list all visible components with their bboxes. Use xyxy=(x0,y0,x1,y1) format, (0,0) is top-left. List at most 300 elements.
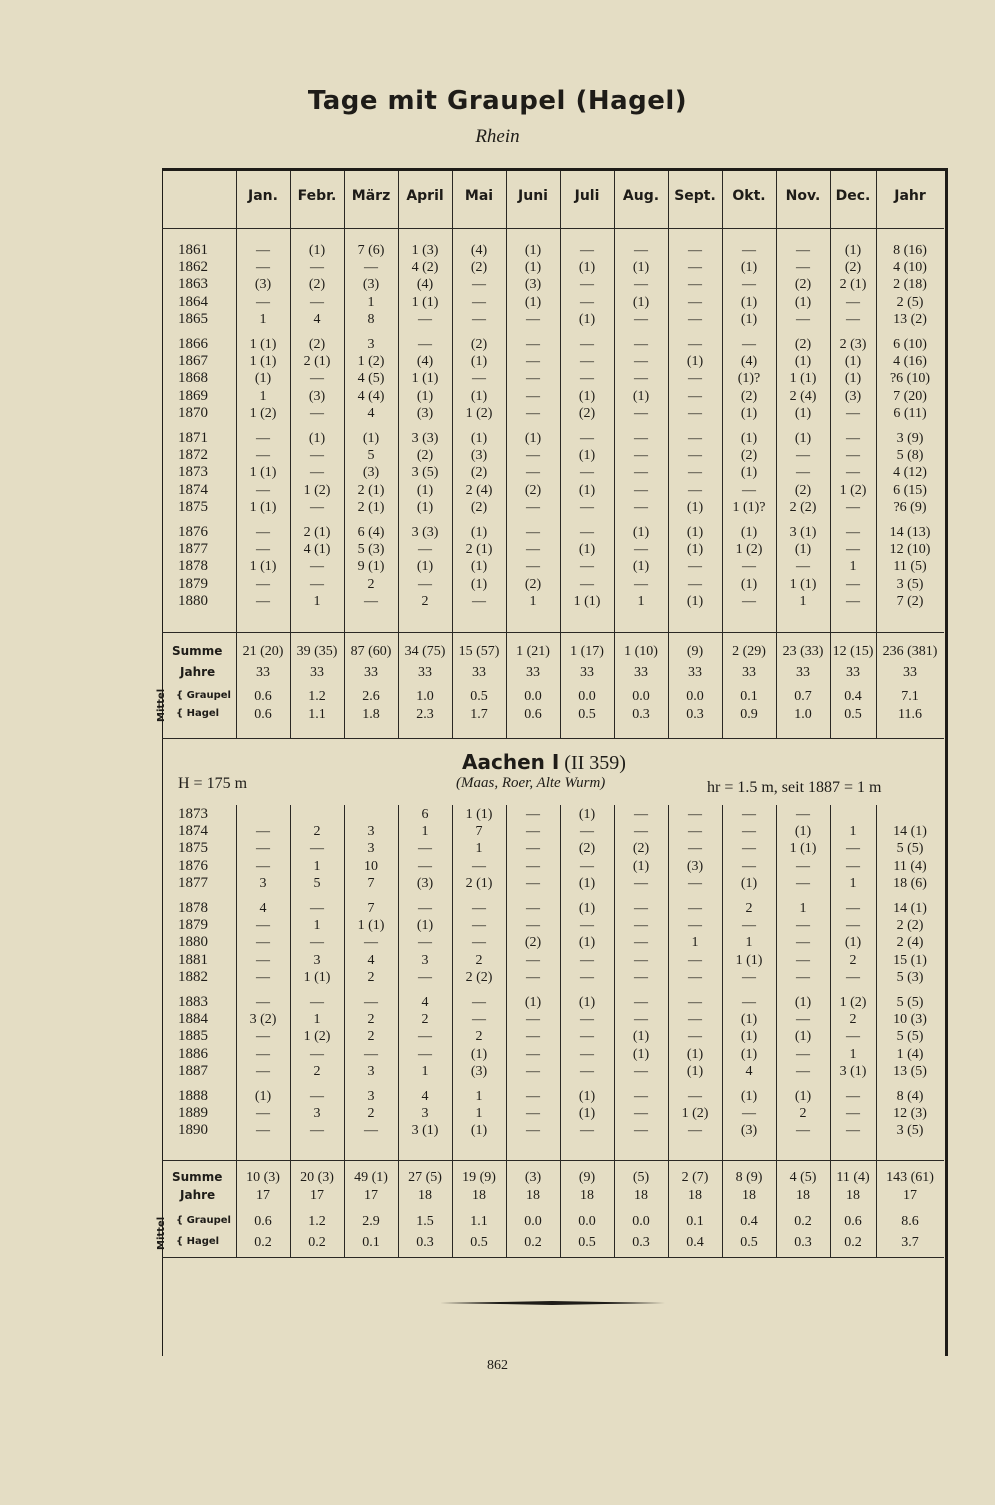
summary-cell: 1 (17) xyxy=(570,644,604,659)
table-cell: 1 xyxy=(529,593,537,609)
table-cell: 2 xyxy=(475,1029,483,1045)
table-cell: — xyxy=(364,995,378,1010)
section-2-title-bold: Aachen I xyxy=(462,750,560,774)
summary-cell: 0.5 xyxy=(844,707,862,722)
table-cell: 10 xyxy=(364,858,378,874)
page-subtitle: Rhein xyxy=(475,126,520,147)
column-header: Mai xyxy=(464,188,494,204)
table-cell: — xyxy=(256,841,270,857)
table-cell: (1) xyxy=(686,542,704,558)
table-cell: — xyxy=(256,576,270,592)
table-cell: — xyxy=(526,807,540,822)
table-cell: 13 (2) xyxy=(893,311,927,327)
table-cell: — xyxy=(580,354,594,370)
table-cell: 3 (3) xyxy=(411,525,439,540)
table-cell: — xyxy=(688,448,702,464)
table-cell: — xyxy=(846,969,860,985)
mittel-label: Mittel xyxy=(156,1216,167,1250)
table-cell: (3) xyxy=(686,858,704,874)
summary-cell: 1.1 xyxy=(470,1214,488,1229)
table-cell: — xyxy=(256,1029,270,1045)
summary-cell: 0.0 xyxy=(578,689,596,704)
table-cell: (1) xyxy=(740,405,758,421)
table-rule xyxy=(162,1160,944,1161)
summary-cell: 23 (33) xyxy=(782,644,824,659)
table-cell: — xyxy=(364,1046,378,1062)
summary-cell: 12 (15) xyxy=(832,644,874,659)
year-label: 1873 xyxy=(178,464,208,481)
table-cell: 1 xyxy=(367,294,375,310)
summary-cell: 33 xyxy=(472,665,486,680)
table-cell: 4 xyxy=(313,311,321,327)
table-cell: 1 (2) xyxy=(303,1029,331,1045)
table-cell: 4 xyxy=(745,1063,753,1079)
table-cell: — xyxy=(580,499,594,515)
table-cell: — xyxy=(256,969,270,985)
table-cell: — xyxy=(580,465,594,481)
table-cell: — xyxy=(688,559,702,575)
summary-cell: 0.5 xyxy=(578,1235,596,1250)
table-cell: — xyxy=(580,525,594,540)
table-cell: — xyxy=(846,1029,860,1045)
table-cell: — xyxy=(742,593,756,609)
table-cell: (4) xyxy=(416,354,434,370)
table-cell: — xyxy=(796,969,810,985)
table-cell: (3) xyxy=(362,465,380,481)
table-cell: — xyxy=(580,858,594,874)
table-cell: — xyxy=(580,1063,594,1079)
summary-cell: 0.4 xyxy=(844,689,862,704)
table-cell: 1 xyxy=(799,901,807,916)
table-cell: — xyxy=(688,824,702,840)
table-cell: 2 (1) xyxy=(839,277,867,293)
year-label: 1864 xyxy=(178,293,208,310)
table-cell: 3 xyxy=(259,875,267,891)
table-cell: — xyxy=(526,371,540,387)
table-cell: (1) xyxy=(578,1089,596,1104)
year-label: 1862 xyxy=(178,259,208,276)
table-cell: 1 (1) xyxy=(249,499,277,515)
table-cell: — xyxy=(796,1063,810,1079)
summary-cell: 236 (381) xyxy=(882,644,938,659)
table-cell: — xyxy=(634,1123,648,1139)
table-cell: — xyxy=(688,431,702,446)
year-label: 1874 xyxy=(178,823,208,840)
table-cell: (1) xyxy=(578,1106,596,1122)
summary-cell: 33 xyxy=(526,665,540,680)
table-cell: — xyxy=(310,405,324,421)
table-cell: — xyxy=(634,1063,648,1079)
table-cell: — xyxy=(472,901,486,916)
summary-cell: 2.9 xyxy=(362,1214,380,1229)
table-cell: 2 (1) xyxy=(357,482,385,498)
summary-cell: 0.0 xyxy=(686,689,704,704)
year-label: 1868 xyxy=(178,370,208,387)
table-cell: — xyxy=(846,542,860,558)
summary-cell: 39 (35) xyxy=(296,644,338,659)
table-cell: (1) xyxy=(470,1046,488,1062)
table-cell: — xyxy=(742,482,756,498)
table-cell: 1 xyxy=(637,593,645,609)
table-cell: — xyxy=(580,824,594,840)
summary-cell: 0.5 xyxy=(740,1235,758,1250)
table-cell: — xyxy=(634,243,648,258)
table-cell: (1) xyxy=(844,354,862,370)
table-cell: (2) xyxy=(524,935,542,951)
table-cell: (1) xyxy=(524,260,542,276)
table-cell: — xyxy=(526,499,540,515)
table-cell: (2) xyxy=(578,841,596,857)
table-cell: — xyxy=(688,243,702,258)
table-cell: (1) xyxy=(686,354,704,370)
year-label: 1880 xyxy=(178,934,208,951)
table-cell: (1) xyxy=(740,875,758,891)
table-cell: (1) xyxy=(844,371,862,387)
table-cell: — xyxy=(256,824,270,840)
table-cell: (1) xyxy=(416,559,434,575)
table-cell: — xyxy=(472,294,486,310)
table-cell: — xyxy=(688,388,702,404)
table-cell: 2 (4) xyxy=(465,482,493,498)
summary-cell: 0.5 xyxy=(578,707,596,722)
table-cell: — xyxy=(256,918,270,934)
table-cell: (4) xyxy=(740,354,758,370)
table-cell: — xyxy=(688,875,702,891)
table-cell: (1) xyxy=(794,995,812,1010)
summary-cell: 0.6 xyxy=(254,689,272,704)
table-cell: — xyxy=(526,841,540,857)
table-cell: 2 (1) xyxy=(465,875,493,891)
summary-cell: 1 (10) xyxy=(624,644,658,659)
table-cell: 12 (3) xyxy=(893,1106,927,1122)
table-cell: (1) xyxy=(740,525,758,540)
table-cell: — xyxy=(472,371,486,387)
table-cell: — xyxy=(526,405,540,421)
summary-cell: 0.0 xyxy=(632,1214,650,1229)
table-cell: (3) xyxy=(362,277,380,293)
table-cell: (1) xyxy=(740,431,758,446)
table-cell: — xyxy=(742,337,756,352)
summary-cell: 19 (9) xyxy=(462,1170,496,1185)
summe-label: Summe xyxy=(172,1170,223,1184)
table-cell: — xyxy=(256,995,270,1010)
table-cell: (1) xyxy=(578,995,596,1010)
table-cell: — xyxy=(310,901,324,916)
table-cell: — xyxy=(256,525,270,540)
table-cell: — xyxy=(364,1123,378,1139)
table-cell: (1) xyxy=(470,559,488,575)
summary-cell: 0.2 xyxy=(844,1235,862,1250)
table-cell: (1) xyxy=(686,1063,704,1079)
summary-cell: 7.1 xyxy=(901,689,919,704)
table-cell: 1 (1) xyxy=(789,371,817,387)
table-cell: (1) xyxy=(578,311,596,327)
year-label: 1874 xyxy=(178,481,208,498)
column-header: April xyxy=(406,188,444,204)
table-cell: — xyxy=(526,952,540,968)
table-cell: — xyxy=(472,593,486,609)
table-cell: 4 (16) xyxy=(893,354,927,370)
table-cell: (3) xyxy=(740,1123,758,1139)
table-cell: — xyxy=(796,260,810,276)
table-cell: — xyxy=(310,499,324,515)
summary-cell: 8 (9) xyxy=(735,1170,763,1185)
table-cell: 2 xyxy=(367,969,375,985)
table-cell: — xyxy=(796,875,810,891)
column-header: Aug. xyxy=(622,188,660,204)
table-rule xyxy=(162,1257,944,1258)
table-cell: — xyxy=(256,542,270,558)
summary-cell: 33 xyxy=(580,665,594,680)
table-cell: (1) xyxy=(632,294,650,310)
table-cell: — xyxy=(796,559,810,575)
table-cell: 1 xyxy=(475,1106,483,1122)
table-cell: — xyxy=(634,465,648,481)
table-cell: — xyxy=(796,243,810,258)
table-cell: 1 (1) xyxy=(357,918,385,934)
summary-cell: 34 (75) xyxy=(404,644,446,659)
table-rule xyxy=(162,632,944,633)
table-cell: 2 xyxy=(367,1012,375,1028)
table-cell: — xyxy=(580,576,594,592)
table-cell: — xyxy=(256,294,270,310)
table-cell: 1 xyxy=(259,311,267,327)
column-header: Juli xyxy=(574,188,600,204)
table-cell: — xyxy=(310,1046,324,1062)
table-cell: — xyxy=(526,824,540,840)
summary-cell: 2 (29) xyxy=(732,644,766,659)
table-cell: 2 xyxy=(367,576,375,592)
table-cell: 3 xyxy=(313,1106,321,1122)
table-cell: 1 xyxy=(313,918,321,934)
summary-cell: 18 xyxy=(472,1188,486,1203)
table-cell: 1 (2) xyxy=(357,354,385,370)
table-cell: — xyxy=(634,995,648,1010)
table-cell: 1 (1) xyxy=(249,354,277,370)
summary-cell: 0.4 xyxy=(686,1235,704,1250)
mittel-label: Mittel xyxy=(156,688,167,722)
table-cell: 2 xyxy=(475,952,483,968)
summary-cell: 15 (57) xyxy=(458,644,500,659)
table-cell: — xyxy=(634,354,648,370)
table-cell: — xyxy=(256,1046,270,1062)
year-label: 1877 xyxy=(178,874,208,891)
table-cell: (2) xyxy=(794,337,812,352)
table-cell: 1 (1) xyxy=(249,559,277,575)
table-cell: — xyxy=(846,858,860,874)
table-cell: (1) xyxy=(740,311,758,327)
table-cell: (1)? xyxy=(737,371,761,387)
table-cell: — xyxy=(688,576,702,592)
table-cell: — xyxy=(796,1012,810,1028)
table-cell: — xyxy=(526,918,540,934)
table-cell: 2 (4) xyxy=(789,388,817,404)
table-cell: 14 (1) xyxy=(893,824,927,840)
table-cell: (1) xyxy=(686,593,704,609)
table-cell: — xyxy=(846,901,860,916)
summary-cell: 1.2 xyxy=(308,1214,326,1229)
summary-cell: 33 xyxy=(418,665,432,680)
table-cell: (1) xyxy=(578,260,596,276)
table-cell: (1) xyxy=(470,576,488,592)
table-cell: — xyxy=(688,807,702,822)
table-cell: 12 (10) xyxy=(889,542,931,558)
table-cell: — xyxy=(256,243,270,258)
summary-cell: 1.8 xyxy=(362,707,380,722)
summary-cell: 0.3 xyxy=(632,1235,650,1250)
table-cell: (1) xyxy=(632,1046,650,1062)
table-cell: — xyxy=(846,576,860,592)
summary-cell: 17 xyxy=(310,1188,324,1203)
table-cell: (1) xyxy=(524,243,542,258)
table-cell: — xyxy=(688,952,702,968)
table-cell: 4 xyxy=(421,1089,429,1104)
table-cell: — xyxy=(418,542,432,558)
table-cell: — xyxy=(310,371,324,387)
summary-cell: 2.6 xyxy=(362,689,380,704)
table-cell: 1 (1) xyxy=(465,807,493,822)
table-cell: (2) xyxy=(470,465,488,481)
table-cell: — xyxy=(580,969,594,985)
table-cell: 3 xyxy=(421,1106,429,1122)
table-cell: — xyxy=(472,935,486,951)
table-cell: — xyxy=(688,1123,702,1139)
table-cell: (1) xyxy=(844,243,862,258)
table-cell: — xyxy=(688,1089,702,1104)
table-cell: — xyxy=(742,969,756,985)
table-cell: 1 (1) xyxy=(249,337,277,352)
summary-cell: 0.5 xyxy=(470,689,488,704)
table-cell: 6 (4) xyxy=(357,525,385,540)
table-cell: — xyxy=(256,260,270,276)
summary-cell: 4 (5) xyxy=(789,1170,817,1185)
table-cell: — xyxy=(796,1046,810,1062)
table-cell: — xyxy=(418,841,432,857)
table-cell: — xyxy=(634,901,648,916)
table-cell: — xyxy=(688,337,702,352)
table-cell: 6 xyxy=(421,807,429,822)
table-cell: 1 (1)? xyxy=(732,499,766,515)
table-cell: 1 (2) xyxy=(839,482,867,498)
table-cell: (1) xyxy=(416,482,434,498)
summary-cell: 0.3 xyxy=(632,707,650,722)
summary-cell: 11.6 xyxy=(898,707,922,722)
year-label: 1876 xyxy=(178,857,208,874)
table-cell: 2 (1) xyxy=(303,354,331,370)
summary-cell: 1.7 xyxy=(470,707,488,722)
table-cell: 1 (3) xyxy=(411,243,439,258)
table-cell: 2 (3) xyxy=(839,337,867,352)
summary-cell: 0.0 xyxy=(524,1214,542,1229)
table-cell: — xyxy=(526,858,540,874)
table-cell: (1) xyxy=(632,1029,650,1045)
summary-cell: 27 (5) xyxy=(408,1170,442,1185)
table-cell: — xyxy=(634,277,648,293)
year-label: 1882 xyxy=(178,968,208,985)
summary-cell: 18 xyxy=(846,1188,860,1203)
table-cell: 8 xyxy=(367,311,375,327)
year-label: 1890 xyxy=(178,1122,208,1139)
table-cell: — xyxy=(580,337,594,352)
table-cell: — xyxy=(526,969,540,985)
summary-cell: 18 xyxy=(580,1188,594,1203)
hagel-label: { Hagel xyxy=(176,1236,220,1247)
table-cell: — xyxy=(634,337,648,352)
table-cell: (1) xyxy=(308,243,326,258)
table-cell: — xyxy=(310,448,324,464)
summary-cell: 33 xyxy=(796,665,810,680)
summary-cell: 17 xyxy=(256,1188,270,1203)
table-cell: — xyxy=(580,371,594,387)
table-cell: — xyxy=(580,1029,594,1045)
table-cell: (1) xyxy=(578,448,596,464)
jahre-label: Jahre xyxy=(180,665,216,679)
summary-cell: 33 xyxy=(634,665,648,680)
summary-cell: (9) xyxy=(686,644,704,659)
summary-cell: 3.7 xyxy=(901,1235,919,1250)
table-cell: 5 (5) xyxy=(896,995,924,1010)
table-cell: (3) xyxy=(470,1063,488,1079)
section-2-subtitle: (Maas, Roer, Alte Wurm) xyxy=(456,775,606,791)
table-cell: 1 (1) xyxy=(411,371,439,387)
table-cell: 3 (1) xyxy=(789,525,817,540)
year-label: 1889 xyxy=(178,1105,208,1122)
year-label: 1876 xyxy=(178,524,208,540)
table-cell: — xyxy=(846,841,860,857)
table-cell: 7 (20) xyxy=(893,388,927,404)
table-cell: (2) xyxy=(740,448,758,464)
table-cell: — xyxy=(580,243,594,258)
table-cell: — xyxy=(634,969,648,985)
table-cell: 7 (2) xyxy=(896,593,924,609)
table-cell: 7 xyxy=(475,824,483,840)
table-cell: 2 xyxy=(745,901,753,916)
table-cell: — xyxy=(634,405,648,421)
table-cell: 3 (9) xyxy=(896,431,924,446)
table-cell: (2) xyxy=(470,499,488,515)
table-cell: (1) xyxy=(578,935,596,951)
table-cell: (2) xyxy=(794,482,812,498)
year-label: 1886 xyxy=(178,1045,208,1062)
table-cell: (1) xyxy=(524,294,542,310)
table-cell: 3 xyxy=(367,1089,375,1104)
column-header: Dec. xyxy=(835,188,871,204)
table-cell: (1) xyxy=(686,499,704,515)
table-cell: — xyxy=(688,918,702,934)
table-cell: 2 (2) xyxy=(789,499,817,515)
summary-cell: 11 (4) xyxy=(836,1170,870,1185)
table-cell: — xyxy=(634,448,648,464)
table-cell: — xyxy=(846,465,860,481)
graupel-label: { Graupel xyxy=(176,1215,231,1226)
year-label: 1875 xyxy=(178,498,208,515)
table-rule xyxy=(162,738,944,739)
table-cell: 5 xyxy=(367,448,375,464)
column-header: Nov. xyxy=(785,188,821,204)
table-cell: 4 (10) xyxy=(893,260,927,276)
table-cell: — xyxy=(310,1089,324,1104)
summary-cell: 0.1 xyxy=(686,1214,704,1229)
table-cell: — xyxy=(634,576,648,592)
table-cell: — xyxy=(742,824,756,840)
table-cell: 5 (5) xyxy=(896,841,924,857)
table-cell: (1) xyxy=(578,875,596,891)
table-cell: — xyxy=(526,465,540,481)
table-cell: — xyxy=(310,841,324,857)
table-cell: (2) xyxy=(844,260,862,276)
table-cell: — xyxy=(310,576,324,592)
summary-cell: 33 xyxy=(903,665,917,680)
